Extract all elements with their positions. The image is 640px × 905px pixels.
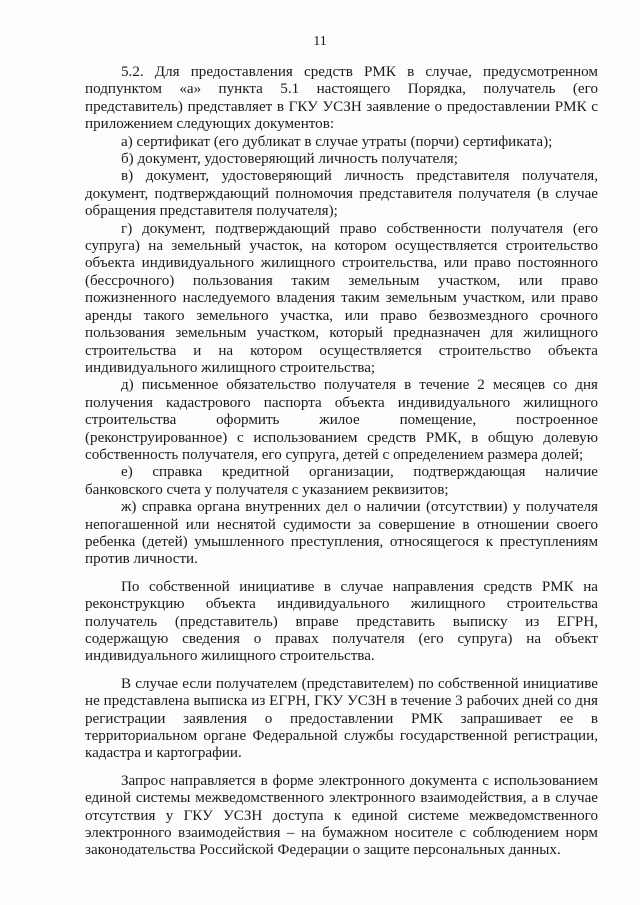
list-item-v: в) документ, удостоверяющий личность представителя получателя, документ, подтверждающий полномочия представителя получателя (в случае обращения представителя получателя); bbox=[85, 168, 598, 220]
list-item-d: д) письменное обязательство получателя в течение 2 месяцев со дня получения кадастрового паспорта объекта индивидуального жилищного строительства оформить жилое помещение, построенное (реконструированное) с использованием средств РМК, в общую долевую собственность получателя, его супруга, детей с определением размера долей; bbox=[85, 377, 598, 463]
paragraph-own-initiative: По собственной инициативе в случае направления средств РМК на реконструкцию объекта индивидуального жилищного строительства получатель (представитель) вправе представить выписку из ЕГРН, содержащую сведения о правах получателя (его супруга) на объект индивидуального жилищного строительства. bbox=[85, 578, 598, 665]
paragraph-5-2: 5.2. Для предоставления средств РМК в случае, предусмотренном подпунктом «а» пункта 5.1 настоящего Порядка, получатель (его представитель) представляет в ГКУ УСЗН заявление о предоставлении РМК с приложением следующих документов: bbox=[85, 64, 598, 133]
document-body bbox=[85, 64, 598, 860]
list-item-b: б) документ, удостоверяющий личность получателя; bbox=[121, 151, 458, 168]
list-item-e: е) справка кредитной организации, подтверждающая наличие банковского счета у получателя с указанием реквизитов; bbox=[85, 464, 598, 498]
list-item-a: а) сертификат (его дубликат в случае утраты (порчи) сертификата); bbox=[121, 133, 553, 150]
paragraph-electronic-request: Запрос направляется в форме электронного документа с использованием единой системы межведомственного электронного взаимодействия, а в случае отсутствия у ГКУ УСЗН доступа к единой системе межведомственного электронного взаимодействия – на бумажном носителе с соблюдением норм законодательства Российской Федерации о защите персональных данных. bbox=[85, 772, 598, 859]
list-item-g: г) документ, подтверждающий право собственности получателя (его супруга) на земельный участок, на котором осуществляется строительство объекта индивидуального жилищного строительства, или право постоянного (бессрочного) пользования таким земельным участком, или право пожизненного наследуемого владения таким земельным участком, или право аренды такого земельного участка, или право безвозмездного срочного пользования земельным участком, который предназначен для жилищного строительства и на котором осуществляется строительство объекта индивидуального жилищного строительства; bbox=[85, 220, 598, 376]
paragraph-egrn-request: В случае если получателем (представителем) по собственной инициативе не представлена выписка из ЕГРН, ГКУ УСЗН в течение 3 рабочих дней со дня регистрации заявления о предоставлении РМК запрашивает ее в территориальном органе Федеральной службы государственной регистрации, кадастра и картографии. bbox=[85, 675, 598, 762]
page-number: 11 bbox=[313, 34, 327, 49]
list-item-zh: ж) справка органа внутренних дел о наличии (отсутствии) у получателя непогашенной или неснятой судимости за совершение в отношении своего ребенка (детей) умышленного преступления, относящегося к преступлениям против личности. bbox=[85, 499, 598, 568]
